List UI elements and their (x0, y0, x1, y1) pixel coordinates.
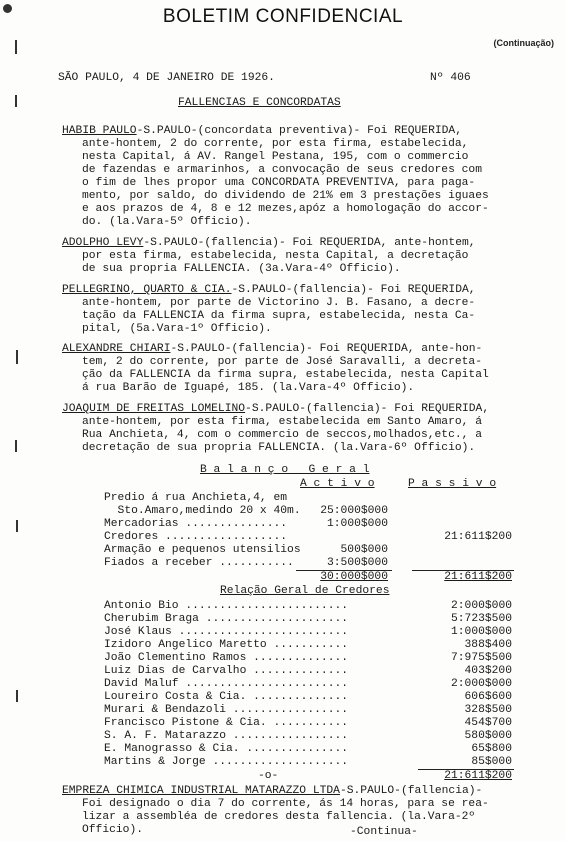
creditor-name: S. A. F. Matarazzo ................. (104, 730, 349, 742)
margin-mark (15, 440, 17, 452)
creditor-name: Luiz Dias de Carvalho .............. (104, 665, 349, 677)
creditor-name: Antonio Bio ........................ (104, 600, 349, 612)
entry-line: Foi designado o dia 7 do corrente, ás 14 horas, para se rea- (82, 798, 489, 810)
creditors-title: Relação Geral de Credores (220, 585, 390, 597)
entry-line: tação da FALLENCIA da firma supra, estabelecida, nesta Ca- (82, 310, 476, 322)
margin-mark (15, 95, 17, 107)
entry-line: ção da FALLENCIA da firma supra, estabelecida, nesta Capital (82, 369, 489, 381)
creditor-amount: 2:000$000 (450, 600, 512, 612)
entry-line: pital, (5a.Vara-1º Officio). (82, 323, 272, 335)
entry-line: do. (la.Vara-5º Officio). (82, 216, 252, 228)
balance-label: Sto.Amaro,medindo 20 x 40m. (104, 505, 301, 517)
creditor-amount: 454$700 (464, 717, 512, 729)
entry-line: -S.PAULO-(fallencia)- Foi REQUERIDA, (245, 403, 490, 415)
bulletin-number: Nº 406 (430, 72, 471, 84)
entry-line: lizar a assembléa de credores desta fallencia. (la.Vara-2º (82, 811, 476, 823)
entry-alexandre-chiari (62, 343, 562, 395)
entry-joaquim-lomelino (62, 403, 562, 455)
entry-line: -S.PAULO-(fallencia)- Foi REQUERIDA, (231, 284, 476, 296)
creditor-amount: 7:975$500 (450, 652, 512, 664)
balance-passivo-value: 21:611$200 (444, 531, 512, 543)
entry-name: PELLEGRINO, QUARTO & CIA. (62, 284, 232, 296)
entry-line: ante-hontem, por esta firma, estabelecida em Santo Amaro, á (82, 416, 482, 428)
balance-activo-value: 3:500$000 (326, 557, 388, 569)
creditor-amount: 85$000 (471, 756, 512, 768)
entry-line: nesta Capital, á AV. Rangel Pestana, 195, com o commercio (82, 151, 469, 163)
creditor-amount: 5:723$500 (450, 613, 512, 625)
balance-title: B a l a n ç o G e r a l (200, 464, 370, 476)
entry-line: Officio). (82, 824, 144, 836)
creditors-total: 21:611$200 (444, 770, 512, 782)
creditor-amount: 606$600 (464, 691, 512, 703)
entry-pellegrino-quarto (62, 284, 562, 336)
creditor-amount: 1:000$000 (450, 626, 512, 638)
entry-line: -S.PAULO-(fallencia)- Foi REQUERIDA, ante-hontem, (143, 237, 476, 249)
margin-mark (15, 40, 17, 54)
creditor-amount: 2:000$000 (450, 678, 512, 690)
balance-label: Predio á rua Anchieta,4, em (104, 492, 288, 504)
creditor-name: Murari & Bendazoli ................. (104, 704, 349, 716)
balance-label: Fiados a receber ........... (104, 557, 294, 569)
creditors-separator: -o- (258, 770, 279, 782)
entry-habib-paulo (62, 125, 562, 229)
entry-line: tem, 2 do corrente, por parte de José Saravalli, a decreta- (82, 356, 482, 368)
entry-line: de sua propria FALLENCIA. (3a.Vara-4º Officio). (82, 263, 401, 275)
creditor-name: Cherubim Braga ..................... (104, 613, 349, 625)
entry-line: por esta firma, estabelecida, nesta Capital, a decretação (82, 250, 469, 262)
activo-header: A c t i v o (300, 478, 375, 490)
balance-passivo-total: 21:611$200 (444, 571, 512, 583)
balance-label: Mercadorias ............... (104, 518, 288, 530)
creditor-name: Francisco Pistone & Cia. ........... (104, 717, 349, 729)
creditor-name: José Klaus ......................... (104, 626, 349, 638)
balance-label: Credores .................. (104, 531, 288, 543)
creditor-amount: 65$800 (471, 743, 512, 755)
continuation-label: (Continuação) (493, 38, 554, 48)
balance-activo-value: 500$000 (340, 544, 388, 556)
entry-line: o fim de lhes propor uma CONCORDATA PREVENTIVA, para paga- (82, 177, 476, 189)
entry-line: decretação de sua propria FALLENCIA. (la.Vara-6º Officio). (82, 442, 476, 454)
balance-activo-value: 25:000$000 (320, 505, 388, 517)
section-heading: FALLENCIAS E CONCORDATAS (178, 97, 341, 109)
creditor-name: Martins & Jorge .................... (104, 756, 349, 768)
creditor-name: Izidoro Angelico Maretto ........... (104, 639, 349, 651)
margin-mark (16, 350, 18, 364)
entry-empreza-chimica-matarazzo (62, 785, 562, 837)
creditor-name: E. Manograsso & Cia. ............... (104, 743, 349, 755)
balance-label: Armação e pequenos utensilios (104, 544, 301, 556)
creditor-amount: 328$500 (464, 704, 512, 716)
entry-name: ALEXANDRE CHIARI (62, 343, 171, 355)
creditor-name: Loureiro Costa & Cia. .............. (104, 691, 349, 703)
creditor-name: João Clementino Ramos .............. (104, 652, 349, 664)
balance-activo-total: 30:000$000 (320, 571, 388, 583)
margin-mark (16, 520, 18, 532)
balance-activo-value: 1:000$000 (326, 518, 388, 530)
continues-label: -Continua- (350, 826, 418, 838)
creditor-amount: 403$200 (464, 665, 512, 677)
entry-line: e aos prazos de 4, 8 e 12 mezes,apóz a homologação do accor- (82, 203, 489, 215)
entry-line: de fazendas e armarinhos, a convocação de seus credores com (82, 164, 482, 176)
creditor-amount: 580$000 (464, 730, 512, 742)
creditor-amount: 388$400 (464, 639, 512, 651)
document-title: BOLETIM CONFIDENCIAL (162, 6, 404, 27)
entry-line: -S.PAULO-(concordata preventiva)- Foi REQUERIDA, (136, 125, 462, 137)
entry-line: á rua Barão de Iguapé, 185. (la.Vara-4º Officio). (82, 382, 415, 394)
dateline: SÃO PAULO, 4 DE JANEIRO DE 1926. (58, 72, 275, 84)
margin-mark (16, 690, 18, 702)
entry-line: mento, por saldo, do dividendo de 21% em 3 prestações iguaes (82, 190, 489, 202)
entry-line: -S.PAULO-(fallencia)- (339, 785, 483, 797)
entry-adolpho-levy (62, 237, 562, 276)
entry-line: ante-hontem, 2 do corrente, por esta firma, estabelecida, (82, 138, 469, 150)
entry-line: Rua Anchieta, 4, com o commercio de seccos,molhados,etc., a (82, 429, 482, 441)
entry-name: EMPREZA CHIMICA INDUSTRIAL MATARAZZO LTDA (62, 785, 340, 797)
passivo-header: P a s s i v o (408, 478, 497, 490)
entry-name: ADOLPHO LEVY (62, 237, 144, 249)
entry-name: HABIB PAULO (62, 125, 137, 137)
entry-line: ante-hontem, por parte de Victorino J. B. Fasano, a decre- (82, 297, 476, 309)
entry-line: -S.PAULO-(fallencia)- Foi REQUERIDA, ante-hon- (170, 343, 483, 355)
creditor-name: David Maluf ........................ (104, 678, 349, 690)
entry-name: JOAQUIM DE FREITAS LOMELINO (62, 403, 246, 415)
